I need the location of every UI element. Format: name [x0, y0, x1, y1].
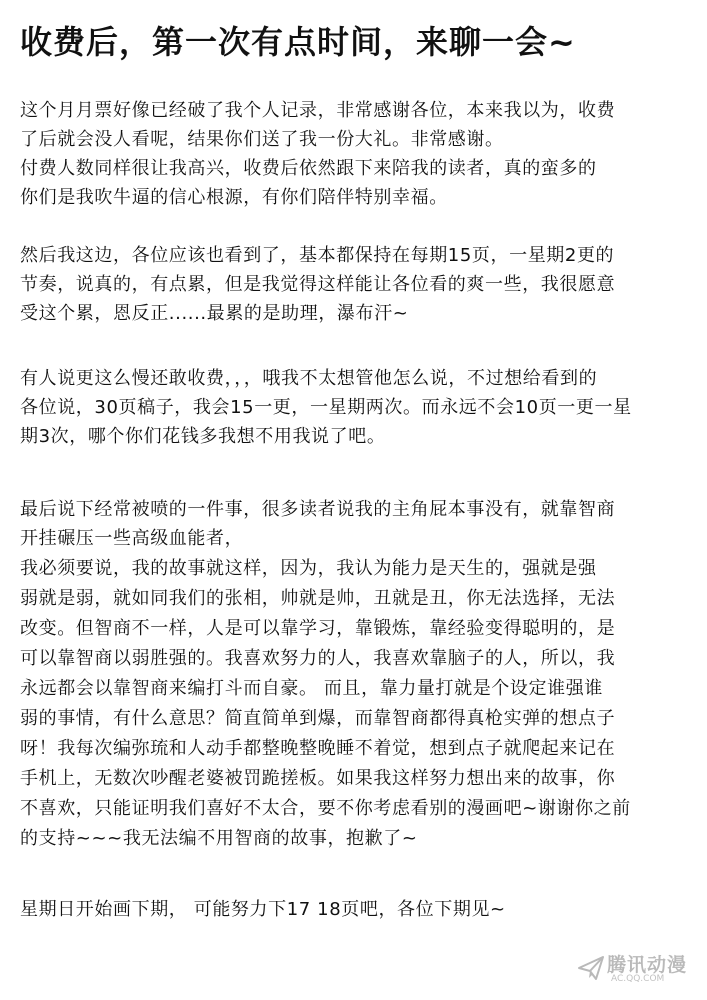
paper-plane-icon — [577, 954, 605, 982]
text-line: 的支持~~~我无法编不用智商的故事，抱歉了~ — [20, 828, 418, 849]
text-line: 呀！我每次编弥琉和人动手都整晚整晚睡不着觉，想到点子就爬起来记在 — [20, 738, 616, 759]
text-line: 我必须要说，我的故事就这样，因为，我认为能力是天生的，强就是强 — [20, 558, 597, 579]
text-line: 有人说更这么慢还敢收费，，，哦我不太想管他怎么说，不过想给看到的 — [20, 368, 598, 389]
text-line: 最后说下经常被喷的一件事，很多读者说我的主角屁本事没有，就靠智商 — [20, 499, 616, 520]
text-line: 开挂碾压一些高级血能者， — [20, 528, 244, 549]
text-line: 期3次，哪个你们花钱多我想不用我说了吧。 — [20, 426, 386, 447]
text-line: 然后我这边，各位应该也看到了，基本都保持在每期15页，一星期2更的 — [20, 245, 615, 266]
text-line: 你们是我吹牛逼的信心根源，有你们陪伴特别幸福。 — [20, 187, 448, 208]
text-line: 了后就会没人看呢，结果你们送了我一份大礼。非常感谢。 — [20, 129, 504, 150]
text-line: 各位说，30页稿子，我会15一更，一星期两次。而永远不会10页一更一星 — [20, 397, 632, 418]
text-line: 永远都会以靠智商来编打斗而自豪。 而且，靠力量打就是个设定谁强谁 — [20, 678, 603, 699]
watermark — [577, 950, 697, 990]
text-line: 不喜欢，只能证明我们喜好不太合，要不你考虑看别的漫画吧~谢谢你之前 — [20, 798, 631, 819]
watermark-url: AC.QQ.COM — [611, 974, 665, 984]
text-line: 弱就是弱，就如同我们的张相，帅就是帅，丑就是丑，你无法选择，无法 — [20, 588, 616, 609]
text-line: 弱的事情，有什么意思？简直简单到爆，而靠智商都得真枪实弹的想点子 — [20, 708, 616, 729]
text-line: 受这个累，恩反正......最累的是助理，瀑布汗~ — [20, 303, 409, 324]
page-title: 收费后，第一次有点时间，来聊一会~ — [20, 23, 576, 61]
watermark-text: 腾讯动漫 — [607, 954, 688, 976]
text-line: 可以靠智商以弱胜强的。我喜欢努力的人，我喜欢靠脑子的人，所以，我 — [20, 648, 616, 669]
text-line: 付费人数同样很让我高兴，收费后依然跟下来陪我的读者，真的蛮多的 — [20, 158, 597, 179]
text-line: 这个月月票好像已经破了我个人记录，非常感谢各位，本来我以为，收费 — [20, 100, 616, 121]
text-line: 手机上，无数次吵醒老婆被罚跪搓板。如果我这样努力想出来的故事，你 — [20, 768, 616, 789]
text-line: 星期日开始画下期， 可能努力下17 18页吧，各位下期见~ — [20, 899, 506, 920]
text-line: 节奏，说真的，有点累，但是我觉得这样能让各位看的爽一些，我很愿意 — [20, 274, 616, 295]
text-line: 改变。但智商不一样，人是可以靠学习，靠锻炼，靠经验变得聪明的，是 — [20, 618, 616, 639]
